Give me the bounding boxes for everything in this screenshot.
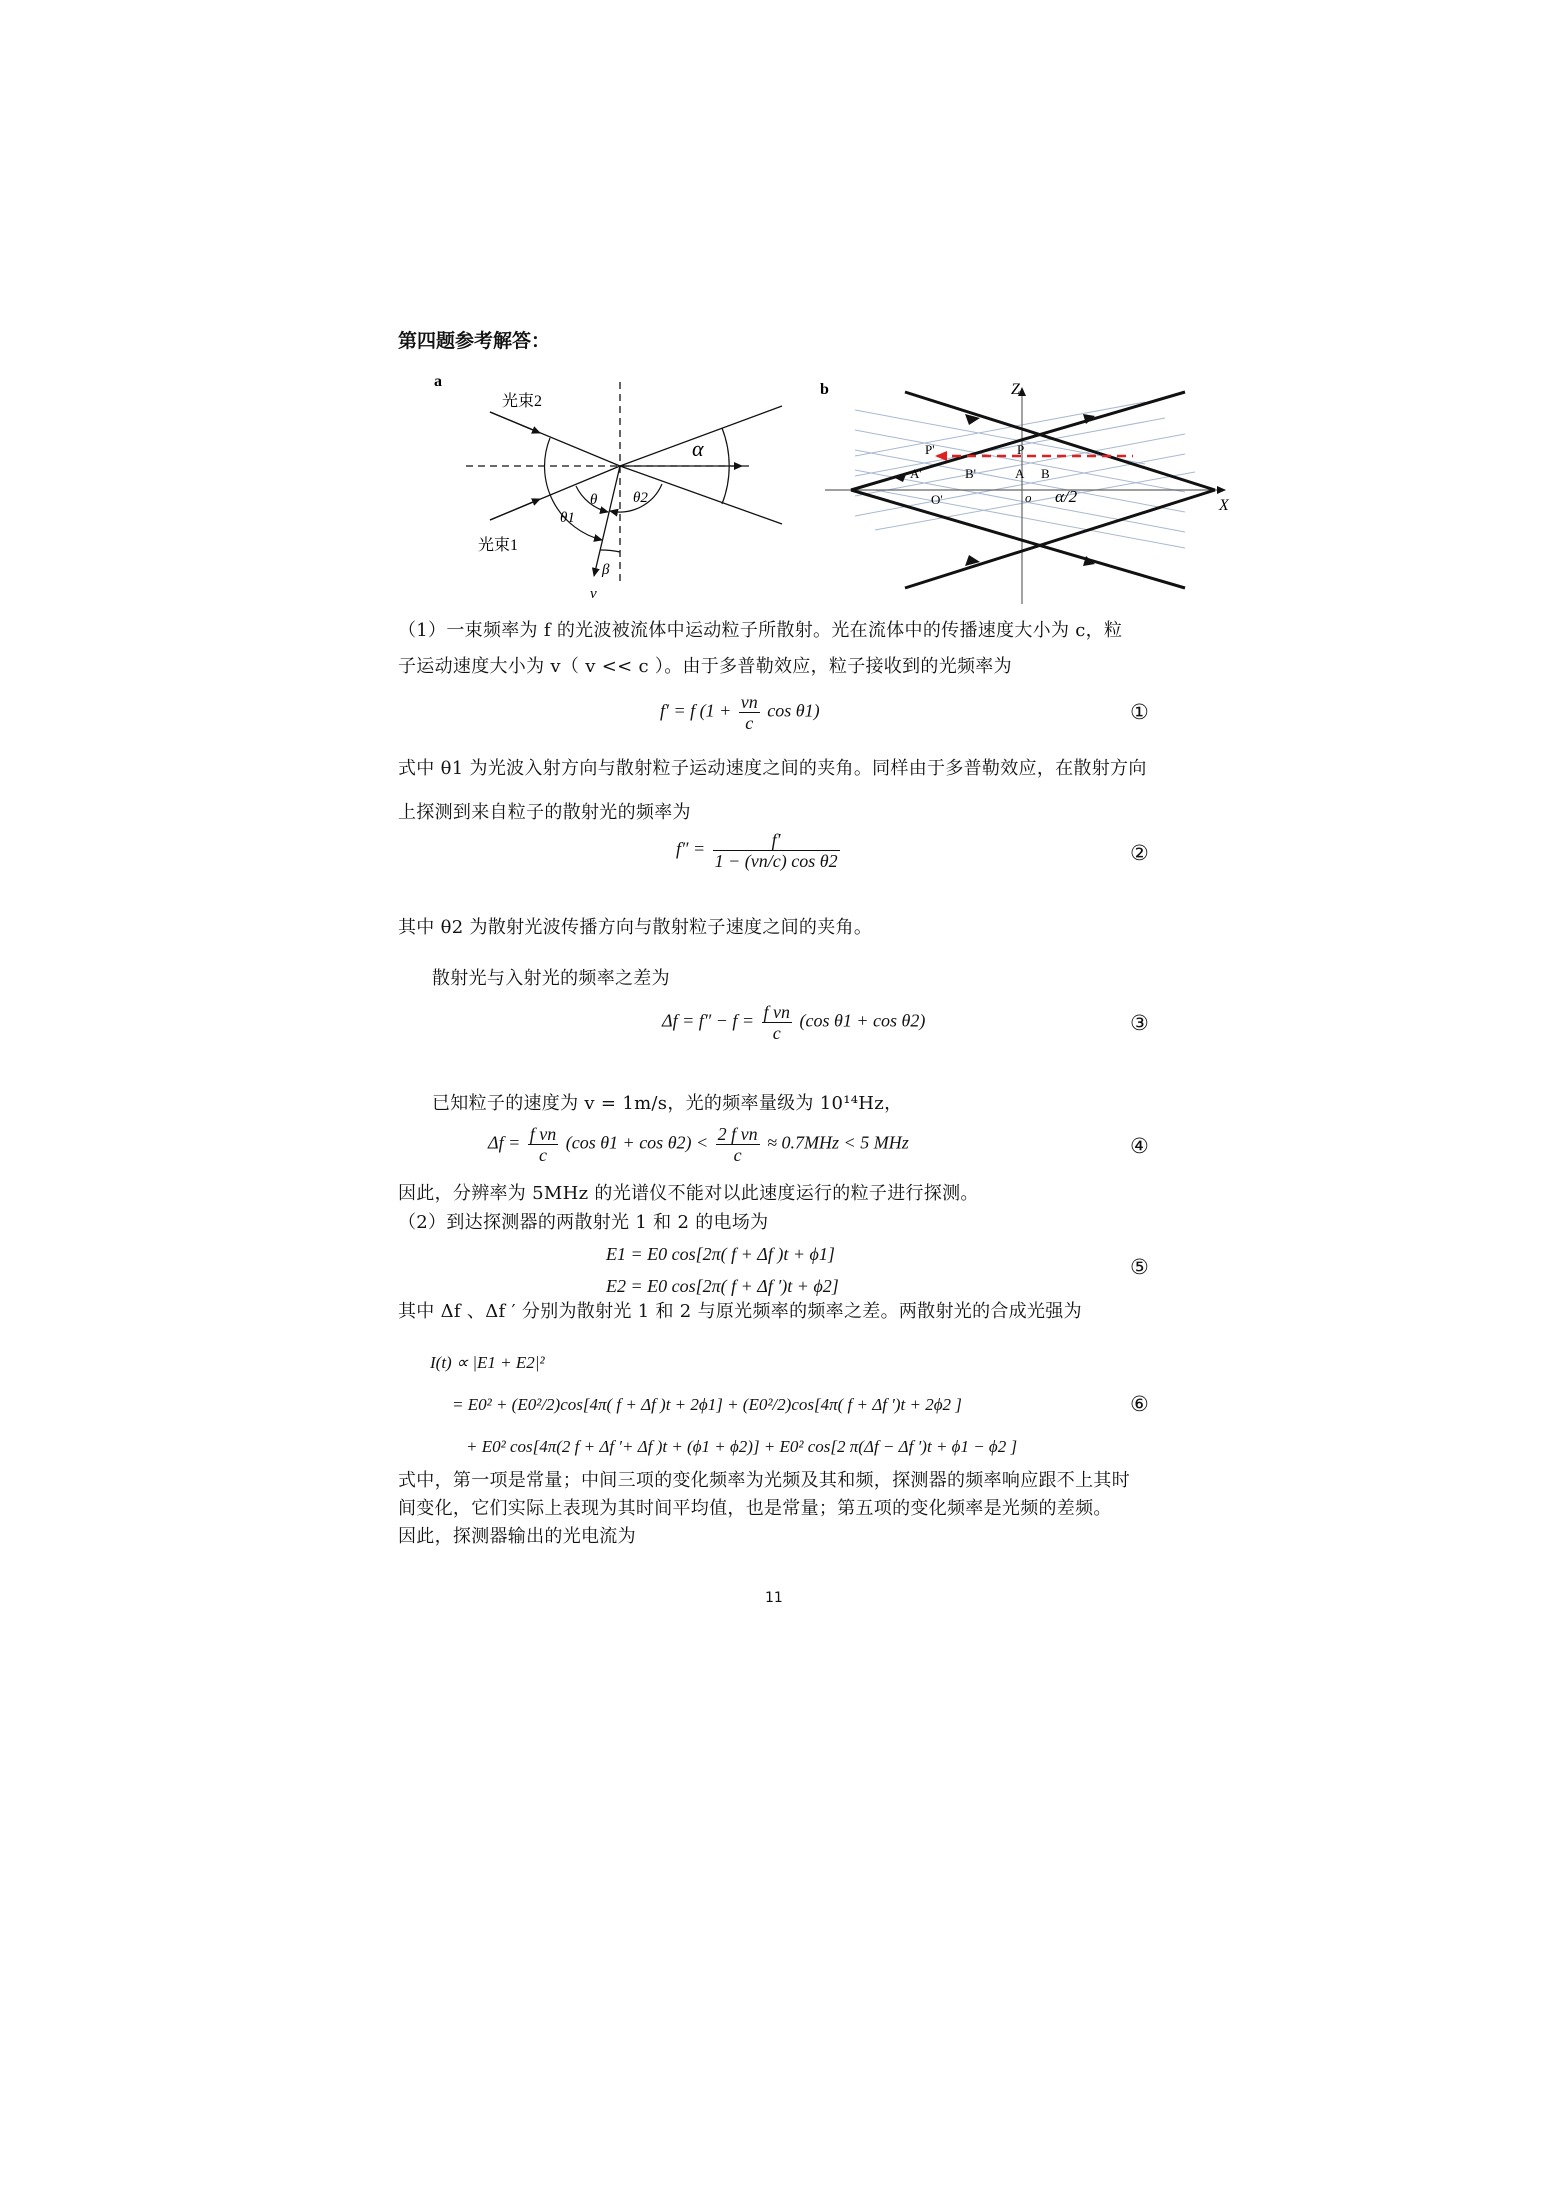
beam2-arrow	[490, 412, 540, 433]
p9-line3: 因此，探测器输出的光电流为	[398, 1526, 636, 1547]
eq4-den1: c	[538, 1145, 547, 1165]
equation-6	[430, 1342, 1017, 1468]
eq2-lhs: f″ =	[676, 838, 706, 859]
eq2-fraction	[713, 830, 840, 871]
eq4-lhs: Δf =	[488, 1132, 521, 1153]
eq4-fraction-1	[528, 1124, 559, 1165]
section-heading: 第四题参考解答：	[398, 330, 551, 352]
eq5-number: ⑤	[1130, 1255, 1149, 1279]
p9-line1: 式中，第一项是常量；中间三项的变化频率为光频及其和频，探测器的频率响应跟不上其时	[398, 1470, 1130, 1491]
velocity-label: v	[590, 586, 597, 602]
eq3-den: c	[772, 1023, 781, 1043]
theta1-label: θ1	[560, 510, 575, 526]
eq3-lhs: Δf = f″ − f =	[662, 1010, 755, 1031]
equation-2	[676, 830, 843, 871]
eq4-fraction-2	[716, 1124, 760, 1165]
eq1-rhs: cos θ1)	[767, 700, 820, 721]
eq3-fraction	[762, 1002, 793, 1043]
eq4-mid: (cos θ1 + cos θ2) <	[565, 1132, 709, 1153]
b-prime-label: B'	[965, 466, 977, 481]
p2-line1: 式中 θ1 为光波入射方向与散射粒子运动速度之间的夹角。同样由于多普勒效应，在散射方向	[398, 758, 1147, 779]
p7: （2）到达探测器的两散射光 1 和 2 的电场为	[398, 1212, 769, 1233]
o-prime-label: O'	[931, 492, 943, 507]
p3: 其中 θ2 为散射光波传播方向与散射粒子速度之间的夹角。	[398, 917, 873, 938]
eq4-num2: 2 f vn	[717, 1124, 758, 1144]
eq4-rhs: ≈ 0.7MHz < 5 MHz	[767, 1132, 909, 1153]
equation-1	[660, 692, 820, 733]
p4: 散射光与入射光的频率之差为	[432, 968, 670, 989]
p2-line2: 上探测到来自粒子的散射光的频率为	[398, 802, 691, 823]
equation-4	[488, 1124, 909, 1165]
eq1-den: c	[745, 713, 754, 733]
eq3-num: f vn	[763, 1002, 791, 1022]
beam2-label: 光束2	[502, 393, 543, 410]
eq6-number: ⑥	[1130, 1392, 1149, 1416]
beam1-arrow	[490, 499, 540, 520]
velocity-vector	[594, 466, 620, 576]
a-prime-label: A'	[910, 466, 922, 481]
beta-label: β	[602, 562, 610, 578]
p-label: P	[1017, 442, 1025, 457]
eq1-num: vn	[740, 692, 758, 712]
p1-line1: （1）一束频率为 f 的光波被流体中运动粒子所散射。光在流体中的传播速度大小为 c，粒	[398, 620, 1123, 641]
equation-3	[662, 1002, 925, 1043]
eq4-num1: f vn	[529, 1124, 557, 1144]
eq1-number: ①	[1130, 700, 1149, 724]
eq2-den: 1 − (vn/c) cos θ2	[714, 851, 838, 871]
figure-a-label: a	[434, 373, 442, 390]
eq6-line2: = E0² + (E0²/2)cos[4π( f + Δf )t + 2ϕ1] + (E0²/2)cos[4π( f + Δf ′)t + 2ϕ2 ]	[452, 1395, 962, 1414]
eq2-num: f′	[713, 830, 840, 851]
eq6-line1: I(t) ∝ |E1 + E2|²	[430, 1353, 545, 1372]
eq5-line1: E1 = E0 cos[2π( f + Δf )t + ϕ1]	[606, 1244, 835, 1264]
beam-upper-right	[905, 392, 1215, 490]
p6: 因此，分辨率为 5MHz 的光谱仪不能对以此速度运行的粒子进行探测。	[398, 1183, 979, 1204]
beta-arc	[600, 550, 620, 552]
a-label: A	[1015, 466, 1025, 481]
z-axis-label: Z	[1011, 381, 1020, 398]
figure-a	[430, 372, 810, 602]
theta-label: θ	[590, 492, 598, 508]
p-prime-label: P'	[925, 442, 935, 457]
eq3-number: ③	[1130, 1011, 1149, 1035]
eq5-line2: E2 = E0 cos[2π( f + Δf ′)t + ϕ2]	[606, 1276, 839, 1296]
beam1-label: 光束1	[478, 537, 519, 554]
x-axis-label: X	[1219, 497, 1229, 514]
theta2-label: θ2	[633, 490, 648, 506]
alpha-label: α	[692, 436, 704, 461]
figure-b	[815, 372, 1245, 612]
o-label: o	[1025, 490, 1032, 505]
figure-b-label: b	[820, 381, 829, 398]
eq2-number: ②	[1130, 841, 1149, 865]
p5: 已知粒子的速度为 v = 1m/s，光的频率量级为 10¹⁴Hz，	[432, 1093, 903, 1114]
equation-5	[606, 1238, 839, 1302]
p9-line2: 间变化，它们实际上表现为其时间平均值，也是常量；第五项的变化频率是光频的差频。	[398, 1498, 1112, 1519]
eq4-den2: c	[733, 1145, 742, 1165]
eq3-rhs: (cos θ1 + cos θ2)	[799, 1010, 926, 1031]
page-number: 11	[765, 1590, 783, 1606]
b-label: B	[1041, 466, 1050, 481]
eq1-fraction	[739, 692, 760, 733]
p1-line2: 子运动速度大小为 v（ v << c ）。由于多普勒效应，粒子接收到的光频率为	[398, 656, 1012, 677]
eq1-lhs: f′ = f (1 +	[660, 700, 732, 721]
half-alpha-label: α/2	[1055, 487, 1078, 506]
eq4-number: ④	[1130, 1134, 1149, 1158]
p8: 其中 Δf 、Δf ′ 分别为散射光 1 和 2 与原光频率的频率之差。两散射光的合成光强为	[398, 1301, 1082, 1322]
eq6-line3: + E0² cos[4π(2 f + Δf ′+ Δf )t + (ϕ1 + ϕ2)] + E0² cos[2 π(Δf − Δf ′)t + ϕ1 − ϕ2 ]	[466, 1437, 1018, 1456]
